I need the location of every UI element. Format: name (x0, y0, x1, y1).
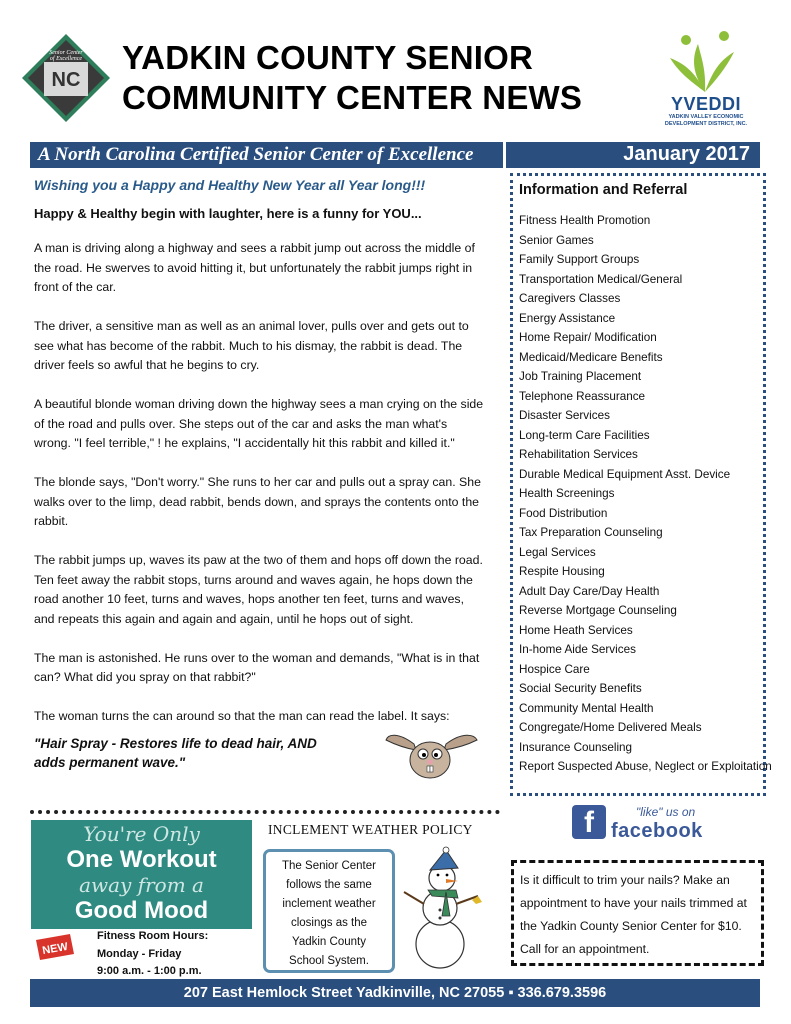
issue-date: January 2017 (623, 143, 750, 165)
list-item: Fitness Health Promotion (519, 214, 651, 227)
list-item: Hospice Care (519, 662, 590, 676)
weather-line: The Senior Center (282, 860, 376, 872)
punchline (34, 734, 317, 772)
list-item: Energy Assistance (519, 311, 616, 325)
list-item: Respite Housing (519, 565, 605, 578)
list-item: Social Security Benefits (519, 682, 642, 695)
list-item: Report Suspected Abuse, Neglect or Exploitation (519, 760, 772, 773)
story-paragraph: A beautiful blonde woman driving down the highway sees a man crying on the side of the road and pulls over. She steps out of the car and asks the man what's wrong. "I feel terrible," ! he explains, "I accidentally hit this rabbit and killed it." (34, 397, 484, 450)
workout-line-1: You're Only (83, 822, 200, 846)
list-item: Insurance Counseling (519, 740, 633, 754)
list-item: Home Heath Services (519, 623, 633, 637)
list-item: In-home Aide Services (519, 643, 636, 656)
weather-line: closings as the (290, 917, 368, 929)
story-intro: Happy & Healthy begin with laughter, here is a funny for YOU... (34, 206, 422, 221)
weather-policy-title: INCLEMENT WEATHER POLICY (268, 822, 473, 837)
title-line-2: COMMUNITY CENTER NEWS (122, 79, 583, 116)
referral-list (519, 211, 772, 777)
bunny-illustration (384, 724, 479, 782)
story-paragraph: The rabbit jumps up, waves its paw at the two of them and hops off down the road. Ten feet away the rabbit stops, turns around and waves again, he hops down the road another 10 feet, turns and waves, hops another ten feet, turns and waves, and repeats this again and again and again, until he hops out of sight. (34, 553, 483, 626)
story-paragraph: A man is driving along a highway and sees a rabbit jump out across the middle of the road. He swerves to avoid hitting it, but unfortunately the rabbit jumps right in front of the car. (34, 241, 475, 294)
story-paragraph: The man is astonished. He runs over to the woman and demands, "What is in that can? What did you spray on that rabbit?" (34, 650, 480, 684)
list-item: Transportation Medical/General (519, 272, 683, 286)
weather-policy-box (263, 849, 395, 973)
info-title: Information and Referral (519, 182, 688, 198)
title-line-1: YADKIN COUNTY SENIOR (122, 39, 534, 76)
facebook-link[interactable]: facebook (611, 820, 703, 842)
new-badge-icon (34, 932, 76, 962)
fitness-hours (97, 928, 208, 981)
svg-text:NC: NC (51, 69, 81, 91)
footer-address: 207 East Hemlock Street Yadkinville, NC 27055 ▪ 336.679.3596 (30, 979, 760, 1007)
weather-line: follows the same (286, 879, 372, 891)
list-item: Congregate/Home Delivered Meals (519, 721, 702, 734)
story-paragraph: The driver, a sensitive man as well as an animal lover, pulls over and gets out to see what has become of the rabbit. Much to his dismay, the rabbit is dead. The driver feels so awful that he begins to cry. (34, 319, 469, 372)
list-item: Rehabilitation Services (519, 448, 638, 461)
newsletter-title (122, 38, 582, 118)
list-item: Senior Games (519, 233, 594, 247)
senior-center-of-excellence-logo (20, 32, 112, 124)
hours-time: 9:00 a.m. - 1:00 p.m. (97, 965, 202, 977)
list-item: Legal Services (519, 545, 596, 559)
nail-trim-notice: Is it difficult to trim your nails? Make an appointment to have your nails trimmed at the Yadkin County Senior Center for $10. Call for an appointment. (511, 860, 764, 966)
list-item: Home Repair/ Modification (519, 331, 657, 344)
facebook-like-text[interactable]: "like" us on (636, 805, 696, 819)
list-item: Adult Day Care/Day Health (519, 584, 660, 598)
story-paragraph: The blonde says, "Don't worry." She runs to her car and pulls out a spray can. She walks over to the limp, dead rabbit, bends down, and sprays the contents onto the rabbit. (34, 475, 481, 528)
list-item: Medicaid/Medicare Benefits (519, 350, 663, 364)
weather-line: inclement weather (282, 898, 376, 910)
banner-tagline: A North Carolina Certified Senior Center of Excellence (38, 144, 474, 165)
list-item: Reverse Mortgage Counseling (519, 604, 677, 617)
information-referral-box (510, 173, 772, 796)
yveddi-subtitle: YADKIN VALLEY ECONOMIC DEVELOPMENT DISTRICT, INC. (664, 114, 748, 127)
hours-title: Fitness Room Hours: (97, 930, 209, 942)
list-item: Job Training Placement (519, 370, 642, 383)
list-item: Health Screenings (519, 487, 615, 500)
weather-line: Yadkin County (292, 936, 366, 948)
story-body (34, 239, 484, 746)
list-item: Tax Preparation Counseling (519, 526, 663, 539)
list-item: Caregivers Classes (519, 292, 621, 305)
facebook-f-icon[interactable]: f (572, 805, 606, 839)
section-divider (30, 810, 500, 814)
banner-divider (503, 142, 506, 168)
workout-line-4: Good Mood (74, 897, 209, 924)
punchline-line-2: adds permanent wave." (34, 755, 186, 770)
list-item: Telephone Reassurance (519, 389, 646, 403)
svg-text:Senior Center: Senior Center (49, 50, 83, 56)
workout-line-3: away from a (79, 873, 204, 897)
new-year-wish: Wishing you a Happy and Healthy New Year all Year long!!! (34, 177, 426, 193)
svg-text:of Excellence: of Excellence (49, 56, 83, 62)
list-item: Durable Medical Equipment Asst. Device (519, 467, 731, 481)
story-paragraph: The woman turns the can around so that the man can read the label. It says: (34, 709, 450, 723)
yveddi-name: YVEDDI (670, 94, 742, 114)
list-item: Disaster Services (519, 409, 610, 422)
list-item: Food Distribution (519, 506, 608, 520)
workout-line-2: One Workout (66, 846, 217, 873)
punchline-line-1: "Hair Spray - Restores life to dead hair, AND (34, 736, 317, 751)
list-item: Long-term Care Facilities (519, 428, 650, 442)
workout-banner (31, 820, 252, 929)
list-item: Family Support Groups (519, 253, 640, 266)
hours-days: Monday - Friday (97, 947, 182, 960)
new-badge-label: NEW (41, 940, 69, 958)
snowman-illustration (398, 846, 488, 971)
weather-line: School System. (289, 955, 369, 967)
list-item: Community Mental Health (519, 701, 654, 715)
tagline-banner (30, 142, 760, 168)
